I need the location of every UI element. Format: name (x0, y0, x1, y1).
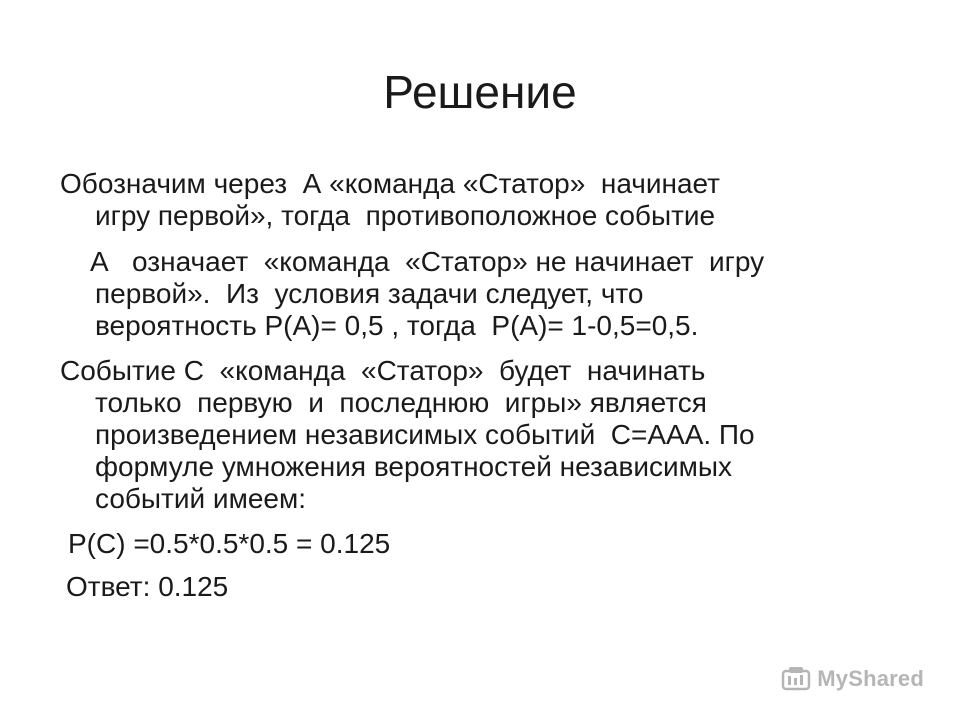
text-line: формуле умножения вероятностей независимых (95, 451, 732, 482)
slide-body (60, 168, 890, 603)
text-line: А означает «команда «Статор» не начинает игру (90, 246, 765, 277)
paragraph-event-c (60, 355, 890, 515)
formula-line: Р(С) =0.5*0.5*0.5 = 0.125 (68, 528, 391, 559)
paragraph-probability-formula (60, 528, 890, 560)
answer-line: Ответ: 0.125 (66, 571, 229, 602)
myshared-logo-icon (781, 666, 811, 692)
text-line: Событие С «команда «Статор» будет начинать (60, 355, 706, 386)
watermark (781, 666, 924, 692)
text-line: игру первой», тогда противоположное событие (95, 200, 716, 231)
text-line: первой». Из условия задачи следует, что (95, 278, 644, 309)
text-line: только первую и последнюю игры» является (95, 387, 707, 418)
slide-title: Решение (383, 66, 577, 118)
text-line: произведением независимых событий С=ААА. По (95, 419, 755, 450)
paragraph-answer (60, 571, 890, 603)
text-line: Обозначим через А «команда «Статор» начинает (60, 168, 721, 199)
paragraph-opposite-event (60, 246, 890, 342)
text-line: событий имеем: (95, 483, 306, 514)
text-line: вероятность Р(А)= 0,5 , тогда Р(А)= 1-0,5=0,5. (95, 310, 699, 341)
paragraph-definition-a (60, 168, 890, 232)
watermark-text: MyShared (817, 666, 924, 691)
